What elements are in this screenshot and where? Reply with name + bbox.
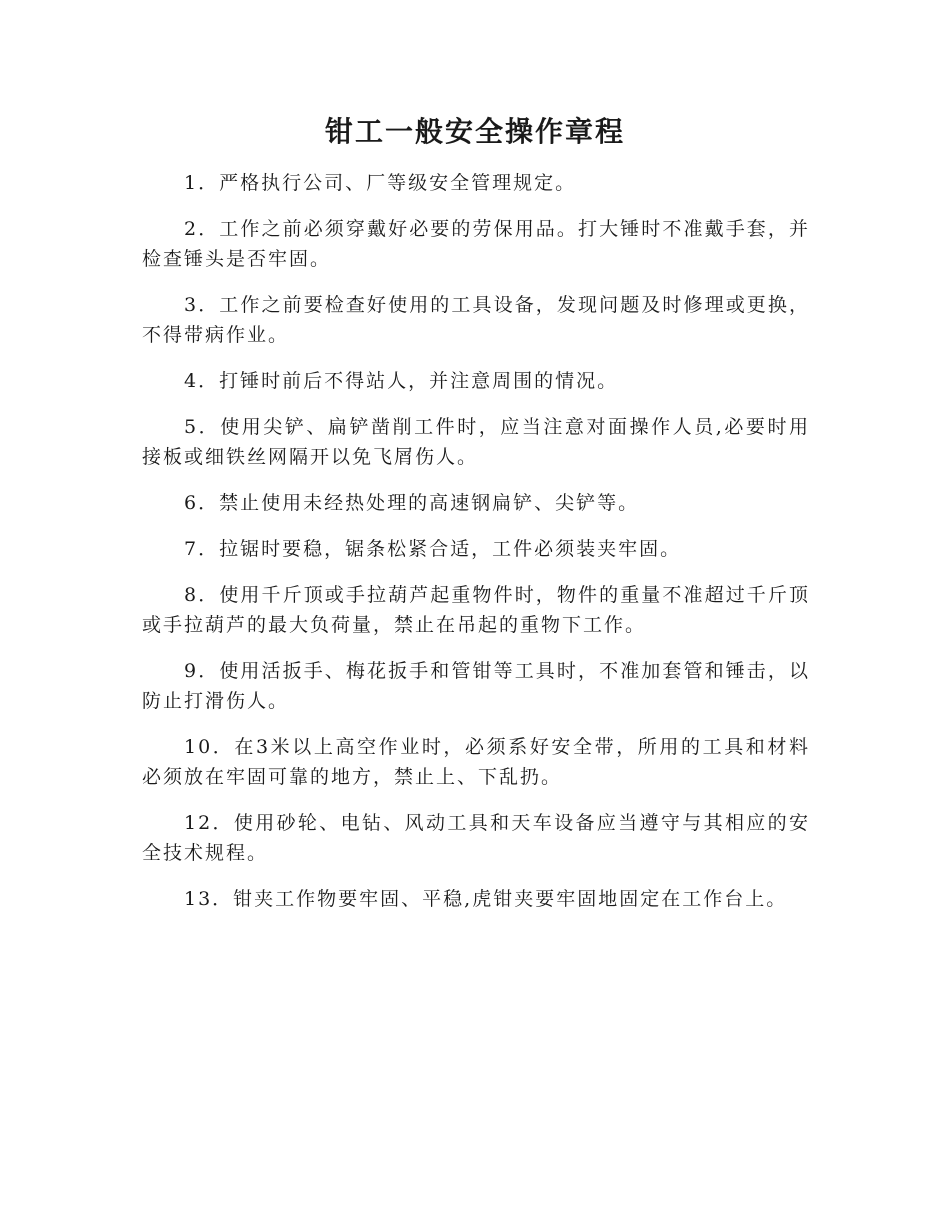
document-body [142, 168, 810, 930]
document-title: 钳工一般安全操作章程 [324, 115, 625, 148]
rule-item-7: 7．拉锯时要稳，锯条松紧合适，工件必须装夹牢固。 [184, 538, 682, 560]
rule-item-6: 6．禁止使用未经热处理的高速钢扁铲、尖铲等。 [184, 492, 640, 514]
rule-item-2: 2．工作之前必须穿戴好必要的劳保用品。打大锤时不准戴手套，并检查锤头是否牢固。 [142, 218, 810, 270]
rule-item-3: 3．工作之前要检查好使用的工具设备，发现问题及时修理或更换，不得带病作业。 [142, 294, 810, 346]
rule-item-12: 12．使用砂轮、电钻、风动工具和天车设备应当遵守与其相应的安全技术规程。 [142, 812, 810, 864]
rule-item-5: 5．使用尖铲、扁铲凿削工件时，应当注意对面操作人员,必要时用接板或细铁丝网隔开以免飞屑伤人。 [142, 416, 810, 468]
rule-item-9: 9．使用活扳手、梅花扳手和管钳等工具时，不准加套管和锤击，以防止打滑伤人。 [142, 660, 810, 712]
rule-item-10: 10．在3米以上高空作业时，必须系好安全带，所用的工具和材料必须放在牢固可靠的地方，禁止上、下乱扔。 [142, 736, 810, 788]
rule-item-13: 13．钳夹工作物要牢固、平稳,虎钳夹要牢固地固定在工作台上。 [184, 888, 788, 910]
rule-item-4: 4．打锤时前后不得站人，并注意周围的情况。 [184, 370, 619, 392]
rule-item-8: 8．使用千斤顶或手拉葫芦起重物件时，物件的重量不准超过千斤顶或手拉葫芦的最大负荷量，禁止在吊起的重物下工作。 [142, 584, 810, 636]
rule-item-1: 1．严格执行公司、厂等级安全管理规定。 [184, 172, 577, 194]
